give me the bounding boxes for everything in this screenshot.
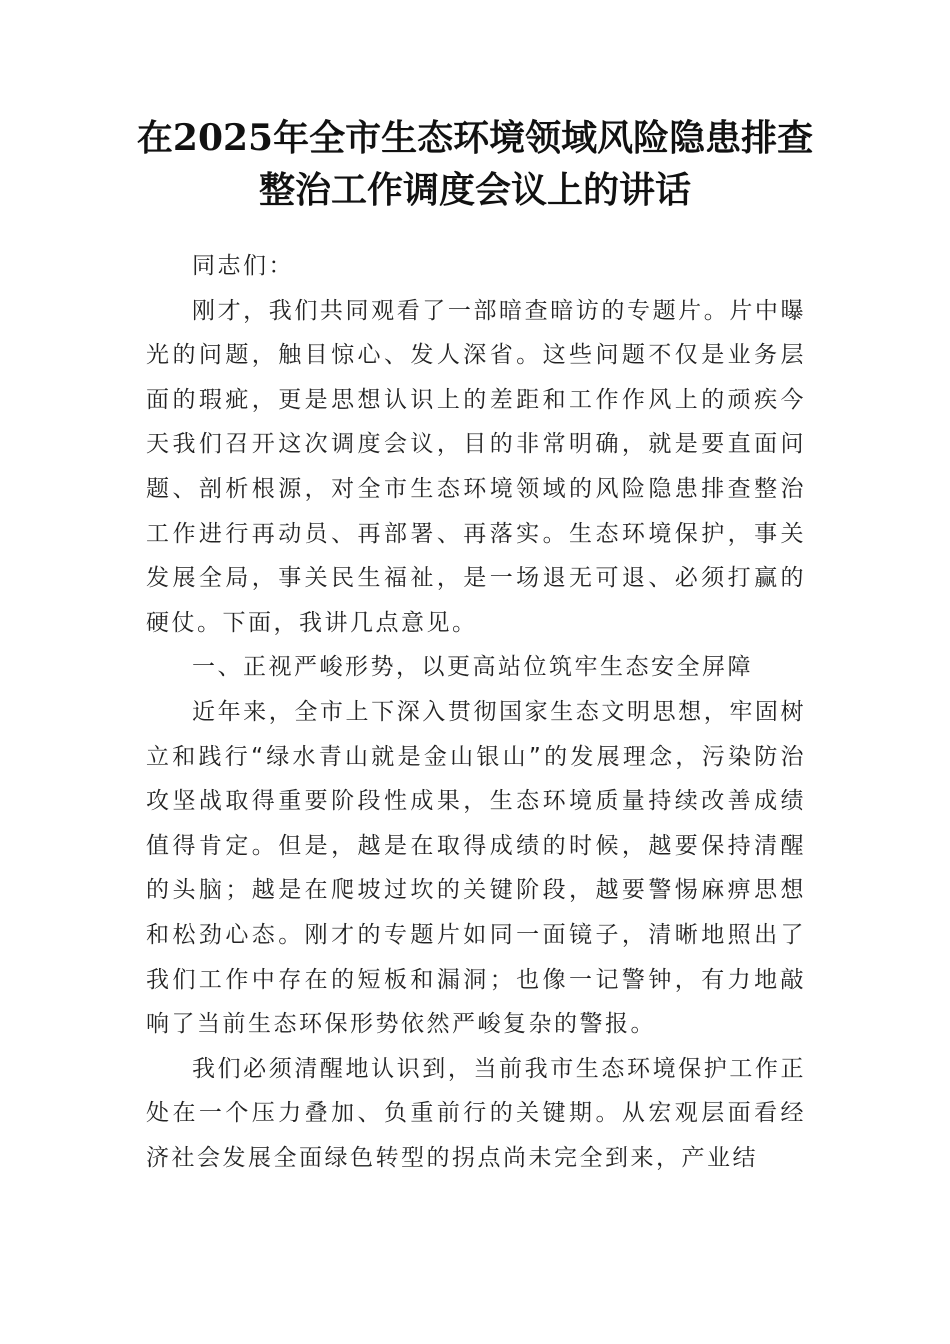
section-paragraph-2: 我们必须清醒地认识到，当前我市生态环境保护工作正处在一个压力叠加、负重前行的关键期。从宏观层面看经济社会发展全面绿色转型的拐点尚未完全到来，产业结 (146, 1055, 806, 1171)
title-line-2: 整治工作调度会议上的讲话 (258, 169, 691, 211)
title-line-1: 在2025年全市生态环境领域风险隐患排查 (136, 117, 814, 159)
intro-paragraph: 刚才，我们共同观看了一部暗查暗访的专题片。片中曝光的问题，触目惊心、发人深省。这些问题不仅是业务层面的瑕疵，更是思想认识上的差距和工作作风上的顽疾今天我们召开这次调度会议，目的非常明确，就是要直面问题、剖析根源，对全市生态环境领域的风险隐患排查整治工作进行再动员、再部署、再落实。生态环境保护，事关发展全局，事关民生福祉，是一场退无可退、必须打赢的硬仗。下面，我讲几点意见。 (146, 297, 806, 636)
salutation: 同志们： (192, 253, 294, 279)
document-title (100, 112, 850, 216)
section-paragraph-1: 近年来，全市上下深入贯彻国家生态文明思想，牢固树立和践行“绿水青山就是金山银山”的发展理念，污染防治攻坚战取得重要阶段性成果，生态环境质量持续改善成绩值得肯定。但是，越是在取得成绩的时候，越要保持清醒的头脑；越是在爬坡过坎的关键阶段，越要警惕麻痹思想和松劲心态。刚才的专题片如同一面镜子，清晰地照出了我们工作中存在的短板和漏洞；也像一记警钟，有力地敲响了当前生态环保形势依然严峻复杂的警报。 (146, 698, 806, 1038)
section-heading: 一、正视严峻形势，以更高站位筑牢生态安全屏障 (192, 654, 753, 681)
document-body (146, 244, 806, 1180)
